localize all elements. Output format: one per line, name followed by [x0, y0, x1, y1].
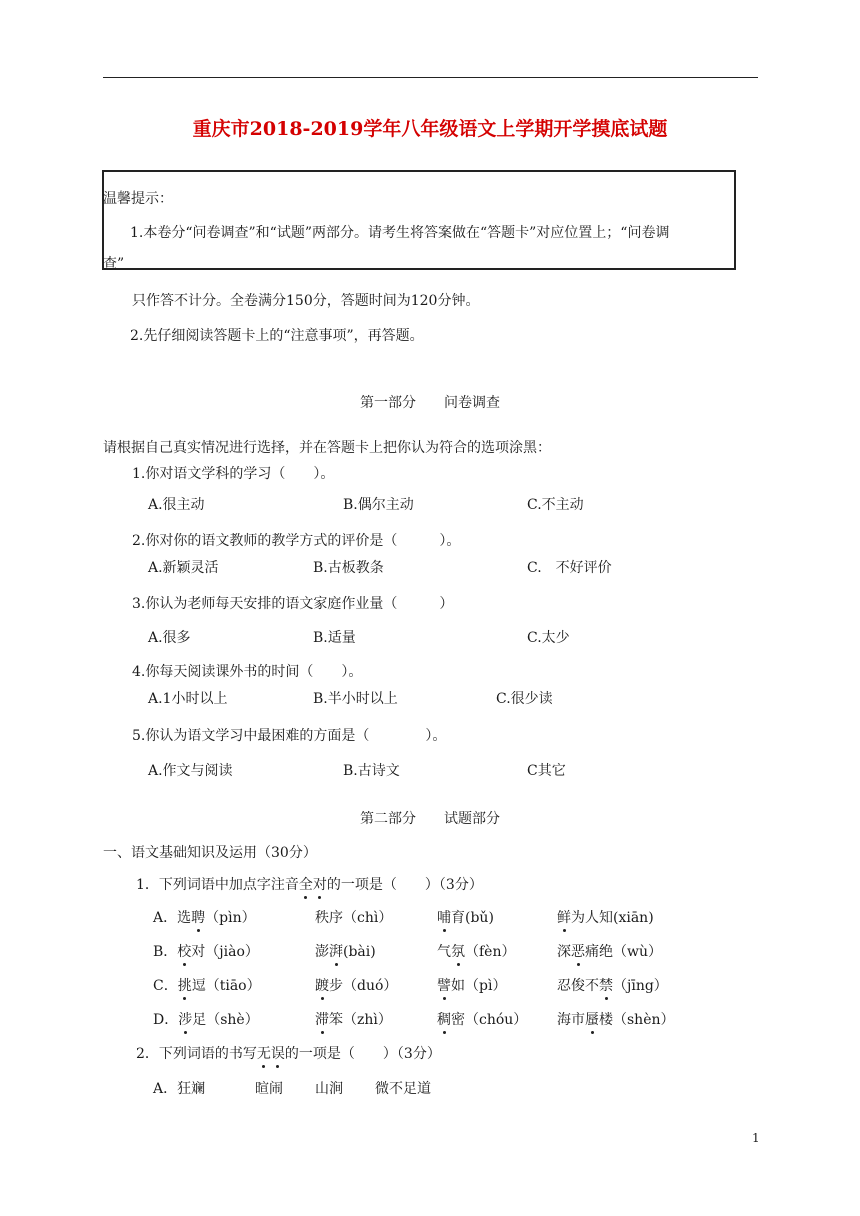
survey-q4-option-a: A.1小时以上	[148, 691, 228, 707]
survey-q2-option-a: A.新颖灵活	[148, 560, 219, 576]
q1-row-c-item-2: 踱步（duó）	[315, 975, 397, 995]
part1-instruction: 请根据自己真实情况进行选择，并在答题卡上把你认为符合的选项涂黑：	[103, 440, 551, 456]
q1-row-a-item-3: 哺育(bǔ)	[437, 907, 494, 927]
q1-row-b-item-1: B．校对（jiào）	[153, 941, 259, 961]
section1-heading: 一、语文基础知识及运用（30分）	[103, 845, 317, 861]
survey-q5-option-a: A.作文与阅读	[148, 763, 233, 779]
survey-question-3: 3.你认为老师每天安排的语文家庭作业量（ ）	[132, 596, 454, 612]
q1-row-d-item-3: 稠密（chóu）	[437, 1009, 527, 1029]
notice-line1-wrap: 查”	[103, 256, 125, 272]
survey-q3-option-a: A.很多	[148, 630, 191, 646]
exam-question-2: 2．下列词语的书写无误的一项是（ ）（3分）	[136, 1043, 441, 1063]
q1-row-b-item-4: 深恶痛绝（wù）	[557, 941, 662, 961]
q1-row-a-item-2: 秩序（chì）	[315, 910, 393, 926]
survey-question-5: 5.你认为语文学习中最困难的方面是（ ）。	[132, 728, 447, 744]
q1-row-c-item-4: 忍俊不禁（jīng）	[557, 975, 668, 995]
survey-q1-option-b: B.偶尔主动	[343, 497, 414, 513]
q1-row-b-item-2: 澎湃(bài)	[315, 941, 376, 961]
notice-line2: 只作答不计分。全卷满分150分，答题时间为120分钟。	[132, 293, 480, 309]
top-rule	[103, 77, 758, 78]
survey-question-1: 1.你对语文学科的学习（ ）。	[132, 466, 335, 482]
notice-box	[102, 170, 736, 270]
page-number: 1	[752, 1131, 760, 1145]
q1-row-c-item-1: C．挑逗（tiāo）	[153, 975, 261, 995]
survey-q5-option-b: B.古诗文	[343, 763, 400, 779]
q1-row-a-item-4: 鲜为人知(xiān)	[557, 907, 654, 927]
notice-heading: 温馨提示：	[103, 191, 173, 207]
part2-heading: 第二部分 试题部分	[360, 811, 500, 827]
q1-row-b-item-3: 气氛（fèn）	[437, 941, 515, 961]
q1-row-c-item-3: 譬如（pì）	[437, 975, 506, 995]
survey-q1-option-a: A.很主动	[148, 497, 205, 513]
survey-q2-option-b: B.古板教条	[313, 560, 384, 576]
q1-row-d-item-4: 海市蜃楼（shèn）	[557, 1009, 675, 1029]
notice-line3: 2.先仔细阅读答题卡上的“注意事项”，再答题。	[130, 328, 424, 344]
survey-q3-option-b: B.适量	[313, 630, 356, 646]
q2-option-a-word-4: 微不足道	[375, 1081, 431, 1097]
notice-line1: 1.本卷分“问卷调查”和“试题”两部分。请考生将答案做在“答题卡”对应位置上；“问卷调	[130, 225, 670, 241]
q2-option-a-word-2: 暄闹	[255, 1081, 283, 1097]
q1-row-d-item-1: D．涉足（shè）	[153, 1009, 259, 1029]
survey-q4-option-b: B.半小时以上	[313, 691, 398, 707]
q1-row-d-item-2: 滞笨（zhì）	[315, 1009, 392, 1029]
survey-q2-option-c: C. 不好评价	[527, 560, 612, 576]
page-title: 重庆市2018-2019学年八年级语文上学期开学摸底试题	[192, 118, 668, 140]
part1-heading: 第一部分 问卷调查	[360, 395, 500, 411]
q1-row-a-item-1: A．选聘（pìn）	[153, 907, 256, 927]
survey-q5-option-c: C其它	[527, 763, 566, 779]
survey-q1-option-c: C.不主动	[527, 497, 584, 513]
survey-q3-option-c: C.太少	[527, 630, 570, 646]
q2-option-a-word-1: A．狂斓	[153, 1081, 206, 1097]
q2-option-a-word-3: 山涧	[315, 1081, 343, 1097]
exam-question-1: 1．下列词语中加点字注音全对的一项是（ ）（3分）	[136, 874, 483, 894]
survey-q4-option-c: C.很少读	[496, 691, 553, 707]
survey-question-2: 2.你对你的语文教师的教学方式的评价是（ ）。	[132, 533, 461, 549]
survey-question-4: 4.你每天阅读课外书的时间（ ）。	[132, 664, 363, 680]
